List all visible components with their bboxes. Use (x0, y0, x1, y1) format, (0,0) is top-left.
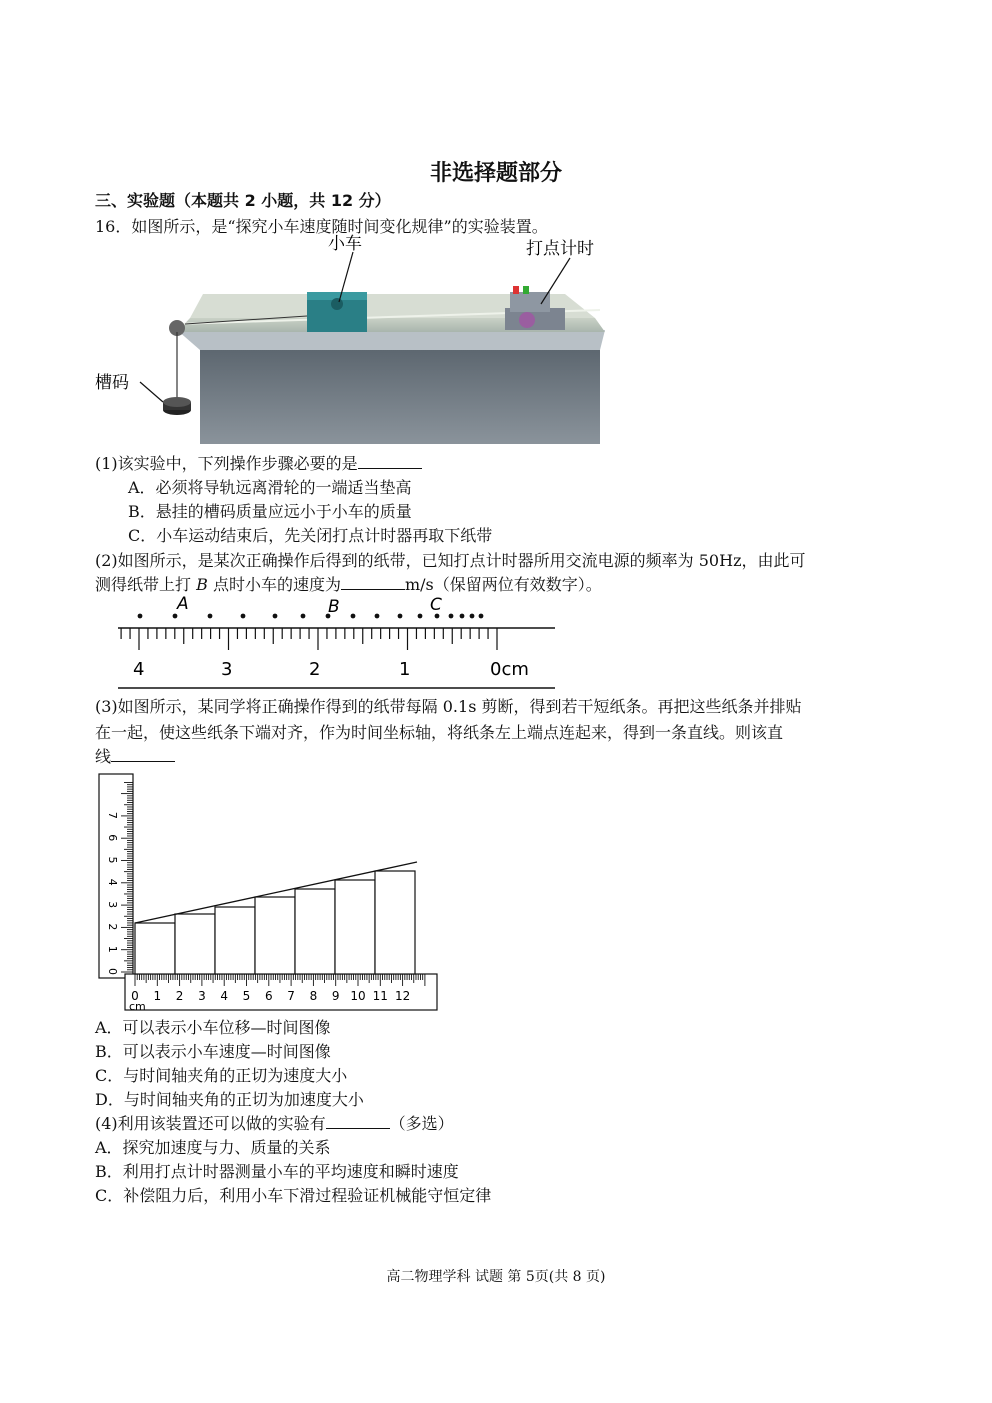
part4-prompt: (4)利用该装置还可以做的实验有 （多选） (95, 1114, 454, 1133)
ruler-num-0cm: 0cm (490, 659, 529, 680)
horizontal-ruler-number: 0 (131, 989, 139, 1003)
ruler-num-1: 1 (399, 659, 411, 680)
tape-dot (460, 614, 465, 619)
part1-prompt: (1)该实验中，下列操作步骤必要的是 (95, 451, 422, 474)
tape-dot (173, 614, 178, 619)
tape-dot (479, 614, 484, 619)
horizontal-ruler-number: 2 (175, 989, 184, 1003)
tape-dot (398, 614, 403, 619)
label-weight: 槽码 (95, 373, 129, 393)
table-side (200, 350, 600, 444)
strips-figure (95, 770, 440, 1015)
paper-strip (135, 923, 175, 974)
vertical-ruler-number: 0 (106, 968, 119, 975)
ruler-num-3: 3 (221, 659, 233, 680)
ruler-num-2: 2 (309, 659, 321, 680)
ruler-num-4: 4 (133, 659, 145, 680)
tape-letter-c: C (430, 595, 442, 615)
paper-strip (175, 914, 215, 974)
horizontal-ruler-number: 12 (394, 989, 411, 1003)
part3-option-c: C．与时间轴夹角的正切为速度大小 (95, 1066, 348, 1085)
tape-dot (138, 614, 143, 619)
part1-option-c: C．小车运动结束后，先关闭打点计时器再取下纸带 (128, 526, 493, 545)
table-top-edge (177, 330, 605, 350)
part3-line2: 在一起，使这些纸条下端对齐，作为时间坐标轴，将纸条左上端点连起来，得到一条直线。则该直 (95, 723, 784, 742)
tape-ruler-figure (115, 592, 560, 692)
horizontal-ruler-number: 10 (350, 989, 366, 1003)
part3-line3: 线 (95, 744, 175, 767)
paper-strip (255, 897, 295, 974)
part2-line1: (2)如图所示，是某次正确操作后得到的纸带，已知打点计时器所用交流电源的频率为 50Hz，由此可 (95, 551, 806, 570)
vertical-ruler-number: 5 (106, 856, 119, 864)
horizontal-ruler (125, 974, 437, 1010)
vertical-ruler-number: 4 (106, 878, 119, 886)
tape-dot (301, 614, 306, 619)
vertical-ruler-number: 1 (106, 945, 119, 953)
horizontal-ruler-number: 6 (264, 989, 273, 1003)
label-car: 小车 (328, 234, 362, 254)
part4-option-a: A．探究加速度与力、质量的关系 (95, 1138, 331, 1157)
horizontal-ruler-number: 9 (331, 989, 340, 1003)
tape-dot (351, 614, 356, 619)
paper-strip (215, 907, 255, 974)
tape-dot (208, 614, 213, 619)
tape-dot (273, 614, 278, 619)
section-heading: 三、实验题（本题共 2 小题，共 12 分） (95, 191, 391, 210)
horizontal-ruler-number: 4 (220, 989, 229, 1003)
horizontal-ruler-number: 1 (153, 989, 162, 1003)
tape-dot (470, 614, 475, 619)
tape-dot (241, 614, 246, 619)
vertical-ruler-number: 7 (106, 811, 119, 819)
apparatus-figure (95, 232, 615, 444)
page-footer: 高二物理学科 试题 第 5页(共 8 页) (386, 1269, 606, 1285)
q16-stem: 16．如图所示，是“探究小车速度随时间变化规律”的实验装置。 (95, 217, 548, 236)
part3-option-a: A．可以表示小车位移—时间图像 (95, 1018, 331, 1037)
horizontal-ruler-number: 5 (242, 989, 251, 1003)
tape-letter-a: A (177, 594, 189, 614)
tape-dot (449, 614, 454, 619)
paper-strip (335, 880, 375, 974)
part4-option-b: B．利用打点计时器测量小车的平均速度和瞬时速度 (95, 1162, 459, 1181)
tape-letter-b: B (328, 597, 340, 617)
part1-option-a: A．必须将导轨远离滑轮的一端适当垫高 (128, 478, 412, 497)
part3-option-b: B．可以表示小车速度—时间图像 (95, 1042, 331, 1061)
horizontal-ruler-number: 11 (372, 989, 388, 1003)
horizontal-ruler-number: 8 (309, 989, 318, 1003)
vertical-ruler-number: 6 (106, 834, 119, 842)
vertical-ruler-number: 3 (106, 901, 119, 909)
paper-strip (295, 889, 335, 974)
tape-dot (375, 614, 380, 619)
horizontal-unit: cm (129, 1000, 146, 1013)
part4-option-c: C．补偿阻力后，利用小车下滑过程验证机械能守恒定律 (95, 1186, 492, 1205)
tape-dot (418, 614, 423, 619)
part1-option-b: B．悬挂的槽码质量应远小于小车的质量 (128, 502, 412, 521)
page-title: 非选择题部分 (429, 161, 562, 186)
horizontal-ruler-number: 7 (287, 989, 295, 1003)
part3-option-d: D．与时间轴夹角的正切为加速度大小 (95, 1090, 364, 1109)
part3-line1: (3)如图所示，某同学将正确操作得到的纸带每隔 0.1s 剪断，得到若干短纸条。再把这些纸条并排贴 (95, 697, 802, 716)
paper-strip (375, 871, 415, 974)
vertical-ruler-number: 2 (106, 923, 119, 931)
horizontal-ruler-number: 3 (198, 989, 206, 1003)
label-timer: 打点计时 (526, 239, 594, 259)
part2-line2: 测得纸带上打 B 点时小车的速度为 m/s（保留两位有效数字）。 (95, 575, 602, 594)
